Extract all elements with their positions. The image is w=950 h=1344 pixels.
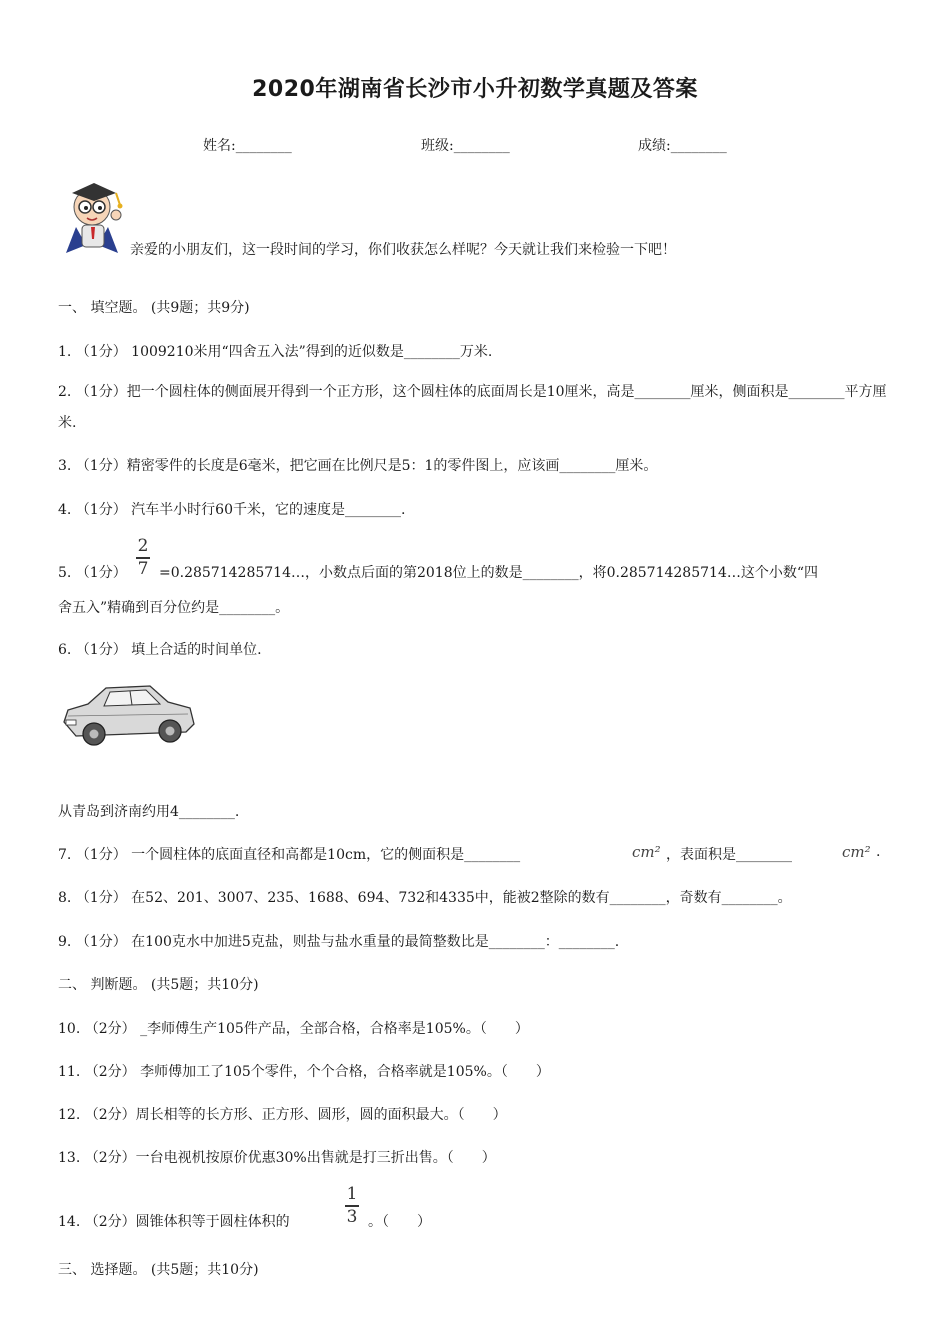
question-13: 13. （2分）一台电视机按原价优惠30%出售就是打三折出售。（ ）	[58, 1150, 496, 1166]
question-6-answer: 从青岛到济南约用4________.	[58, 804, 240, 820]
fraction-numerator: 2	[137, 536, 149, 556]
mascot-illustration	[58, 175, 138, 255]
score-field[interactable]: 成绩:________	[638, 138, 727, 154]
question-5-line2: 舍五入”精确到百分位约是________。	[58, 600, 290, 616]
question-4: 4. （1分） 汽车半小时行60千米，它的速度是________.	[58, 502, 406, 518]
unit-cm2-lateral: cm²	[632, 843, 661, 861]
section-heading-true-false: 二、 判断题。 (共5题；共10分)	[58, 977, 259, 993]
question-3: 3. （1分）精密零件的长度是6毫米，把它画在比例尺是5：1的零件图上，应该画________厘米。	[58, 458, 658, 474]
question-14-prefix: 14. （2分）圆锥体积等于圆柱体积的	[58, 1214, 290, 1230]
fraction-denominator: 7	[137, 558, 149, 579]
question-9: 9. （1分） 在100克水中加进5克盐，则盐与盐水重量的最简整数比是________：________.	[58, 934, 620, 950]
page-title: 2020年湖南省长沙市小升初数学真题及答案	[252, 77, 698, 102]
section-heading-fill-blank: 一、 填空题。 (共9题；共9分)	[58, 300, 250, 316]
question-2: 2. （1分）把一个圆柱体的侧面展开得到一个正方形，这个圆柱体的底面周长是10厘米，高是________厘米，侧面积是________平方厘米.	[58, 384, 887, 431]
question-1: 1. （1分） 1009210米用“四舍五入法”得到的近似数是________万米.	[58, 344, 493, 360]
question-5-line1: =0.285714285714…，小数点后面的第2018位上的数是________，将0.285714285714…这个小数“四	[159, 565, 819, 581]
fraction-1-3	[345, 1186, 359, 1226]
fraction-denominator: 3	[346, 1206, 358, 1227]
question-7-part1: 7. （1分） 一个圆柱体的底面直径和高都是10cm，它的侧面积是________	[58, 847, 521, 863]
intro-text: 亲爱的小朋友们，这一段时间的学习，你们收获怎么样呢？今天就让我们来检验一下吧！	[130, 242, 676, 258]
fraction-numerator: 1	[346, 1184, 358, 1204]
class-field[interactable]: 班级:________	[421, 138, 510, 154]
question-7-part2: ，表面积是________	[666, 847, 792, 863]
question-10: 10. （2分） _李师傅生产105件产品，全部合格，合格率是105%。（ ）	[58, 1021, 529, 1037]
fraction-2-7	[136, 538, 150, 578]
question-7-end: .	[876, 844, 881, 860]
question-6: 6. （1分） 填上合适的时间单位.	[58, 642, 262, 658]
unit-cm2-surface: cm²	[842, 843, 871, 861]
question-11: 11. （2分） 李师傅加工了105个零件，个个合格，合格率就是105%。（ ）	[58, 1064, 550, 1080]
question-5-prefix: 5. （1分）	[58, 565, 127, 581]
question-12: 12. （2分）周长相等的长方形、正方形、圆形，圆的面积最大。（ ）	[58, 1107, 507, 1123]
section-heading-multiple-choice: 三、 选择题。 (共5题；共10分)	[58, 1262, 259, 1278]
car-illustration	[58, 680, 198, 755]
question-14-suffix: 。（ ）	[368, 1214, 431, 1230]
question-8: 8. （1分） 在52、201、3007、235、1688、694、732和4335中，能被2整除的数有________，奇数有________。	[58, 890, 792, 906]
name-field[interactable]: 姓名:________	[203, 138, 292, 154]
